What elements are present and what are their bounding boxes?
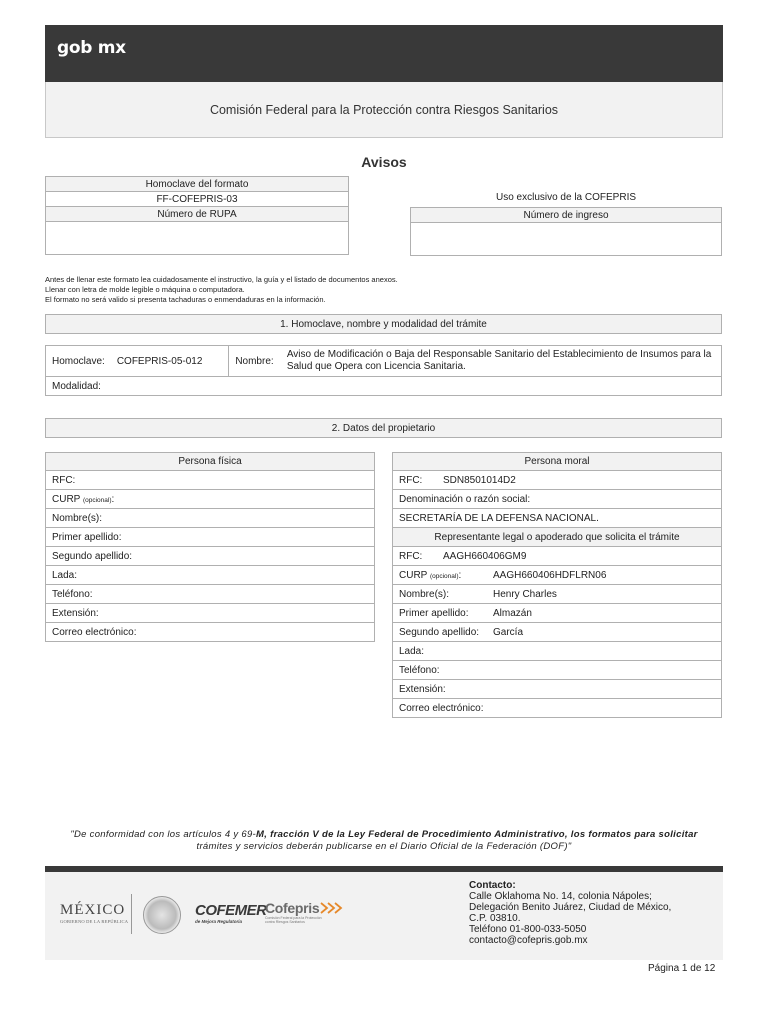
- contact-title: Contacto:: [469, 880, 516, 891]
- agency-name: Comisión Federal para la Protección contra Riesgos Sanitarios: [209, 102, 559, 117]
- field-label: Nombre(s):: [399, 588, 450, 600]
- section-1-title: 1. Homoclave, nombre y modalidad del trámite: [280, 318, 487, 330]
- pf-rfc-field[interactable]: [46, 471, 375, 490]
- contact-address-line: Delegación Benito Juárez, Ciudad de México,: [469, 902, 672, 913]
- modalidad-label: Modalidad:: [52, 380, 101, 392]
- page-number: Página 1 de 12: [648, 963, 716, 974]
- cofepris-logo-text: Cofepris: [265, 900, 320, 916]
- homoclave-formato-label: Homoclave del formato: [46, 177, 349, 192]
- legal-quote-line2: trámites y servicios deberán publicarse en el Diario Oficial de la Federación (DOF)": [196, 841, 572, 852]
- pf-primer-apellido-field[interactable]: [46, 528, 375, 547]
- field-label: Extensión:: [399, 683, 446, 695]
- pf-telefono-field[interactable]: [46, 585, 375, 604]
- logo-divider: [131, 894, 132, 934]
- field-label: Segundo apellido:: [52, 550, 133, 562]
- rep-rfc-value: AAGH660406GM9: [443, 550, 527, 562]
- field-label: Nombre(s):: [52, 512, 103, 524]
- persona-fisica-table: [45, 452, 375, 642]
- field-label: Extensión:: [52, 607, 99, 619]
- pm-denominacion-field[interactable]: SECRETARÍA DE LA DEFENSA NACIONAL.: [393, 509, 722, 528]
- rep-telefono-field[interactable]: [393, 661, 722, 680]
- rep-correo-field[interactable]: [393, 699, 722, 718]
- numero-ingreso-field[interactable]: [411, 223, 722, 256]
- section-2-header: [45, 418, 722, 438]
- cofepris-logo-subtitle: Comisión Federal para la Protección contra Riesgos Sanitarios: [265, 916, 322, 924]
- rep-curp-value: AAGH660406HDFLRN06: [493, 569, 607, 581]
- persona-moral-title: Persona moral: [393, 453, 722, 471]
- field-label: Correo electrónico:: [52, 626, 137, 638]
- agency-banner: [45, 82, 723, 138]
- nombre-label: Nombre:: [229, 346, 281, 377]
- section-2-title: 2. Datos del propietario: [331, 422, 436, 434]
- rep-curp-field[interactable]: CURP (opcional): AAGH660406HDFLRN06: [393, 566, 722, 585]
- field-label: Primer apellido:: [52, 531, 122, 543]
- pm-rfc-field[interactable]: [393, 471, 722, 490]
- rep-extension-field[interactable]: [393, 680, 722, 699]
- rep-lada-field[interactable]: [393, 642, 722, 661]
- legal-quote-bold: M, fracción V de la Ley Federal de Procedimiento Administrativo, los formatos para solicitar: [256, 829, 698, 840]
- field-label: CURP: [52, 493, 81, 505]
- cofemer-logo: [195, 902, 267, 924]
- rep-segundo-apellido-value: García: [493, 626, 524, 638]
- cofepris-chevrons-icon: [319, 901, 349, 915]
- numero-ingreso-label: Número de ingreso: [411, 208, 722, 223]
- pf-lada-field[interactable]: [46, 566, 375, 585]
- nombre-value[interactable]: Aviso de Modificación o Baja del Responsable Sanitario del Establecimiento de Insumos para la Salud que Opera con Licencia Sanitaria.: [281, 346, 722, 377]
- field-label: Teléfono:: [399, 664, 440, 676]
- cofemer-logo-subtitle: de Mejora Regulatoria: [195, 919, 243, 924]
- field-label: Primer apellido:: [399, 607, 469, 619]
- instruction-line: Llenar con letra de molde legible o máquina o computadora.: [45, 285, 245, 294]
- mexico-logo: [60, 902, 128, 924]
- pf-nombre-field[interactable]: [46, 509, 375, 528]
- modalidad-row[interactable]: [46, 377, 722, 396]
- pf-segundo-apellido-field[interactable]: [46, 547, 375, 566]
- field-label: Denominación o razón social:: [399, 493, 531, 505]
- footer: [45, 872, 723, 960]
- gob-header: [45, 25, 723, 82]
- field-label: Correo electrónico:: [399, 702, 484, 714]
- field-label: RFC:: [52, 474, 76, 486]
- rep-primer-apellido-value: Almazán: [493, 607, 532, 619]
- rep-rfc-field[interactable]: [393, 547, 722, 566]
- instructions: [45, 275, 398, 305]
- homoclave-box: [45, 176, 349, 255]
- optional-tag: (opcional): [82, 496, 112, 504]
- homoclave-value[interactable]: COFEPRIS-05-012: [111, 346, 229, 377]
- pm-rfc-value: SDN8501014D2: [443, 474, 516, 486]
- contact-email-link[interactable]: contacto@cofepris.gob.mx: [469, 935, 588, 946]
- pf-extension-field[interactable]: [46, 604, 375, 623]
- pf-curp-field[interactable]: CURP (opcional):: [46, 490, 375, 509]
- legal-quote-pre: "De conformidad con los artículos 4 y 69-: [70, 829, 257, 840]
- cofepris-logo: [265, 900, 349, 924]
- rep-primer-apellido-field[interactable]: [393, 604, 722, 623]
- instruction-line: Antes de llenar este formato lea cuidadosamente el instructivo, la guía y el listado de documentos anexos.: [45, 275, 398, 284]
- field-label: RFC:: [399, 474, 423, 486]
- persona-moral-table: [392, 452, 722, 718]
- pm-denominacion-label-row: [393, 490, 722, 509]
- field-label: Lada:: [52, 569, 78, 581]
- rupa-label: Número de RUPA: [46, 207, 349, 222]
- section-1-header: [45, 314, 722, 334]
- numero-ingreso-box: [410, 207, 722, 256]
- tramite-table: [45, 345, 722, 396]
- representante-title: Representante legal o apoderado que solicita el trámite: [393, 528, 722, 547]
- legal-quote: [45, 829, 723, 853]
- rep-nombre-field[interactable]: [393, 585, 722, 604]
- field-label: Segundo apellido:: [399, 626, 480, 638]
- homoclave-label: Homoclave:: [46, 346, 111, 377]
- rep-nombre-value: Henry Charles: [493, 588, 557, 600]
- rep-segundo-apellido-field[interactable]: [393, 623, 722, 642]
- rupa-field[interactable]: [46, 222, 349, 255]
- homoclave-formato-value: FF-COFEPRIS-03: [46, 192, 349, 207]
- field-label: CURP: [399, 569, 428, 581]
- optional-tag: (opcional): [429, 572, 459, 580]
- contact-phone: Teléfono 01-800-033-5050: [469, 924, 587, 935]
- contact-address-line: C.P. 03810.: [469, 913, 521, 924]
- cofemer-logo-text: COFEMER: [195, 902, 267, 919]
- uso-exclusivo-label: Uso exclusivo de la COFEPRIS: [495, 192, 637, 203]
- field-label: RFC:: [399, 550, 423, 562]
- field-label: Lada:: [399, 645, 425, 657]
- persona-fisica-title: Persona física: [46, 453, 375, 471]
- mexico-logo-text: MÉXICO: [60, 902, 126, 918]
- contact-address-line: Calle Oklahoma No. 14, colonia Nápoles;: [469, 891, 652, 902]
- national-seal-icon: [143, 896, 181, 934]
- instruction-line: El formato no será valido si presenta tachaduras o enmendaduras en la información.: [45, 295, 326, 304]
- form-title: Avisos: [361, 154, 407, 170]
- pf-correo-field[interactable]: [46, 623, 375, 642]
- contact-info: [469, 880, 671, 946]
- field-label: Teléfono:: [52, 588, 93, 600]
- gob-mx-logo[interactable]: gob mx: [57, 38, 126, 58]
- mexico-logo-subtitle: GOBIERNO DE LA REPÚBLICA: [60, 919, 129, 924]
